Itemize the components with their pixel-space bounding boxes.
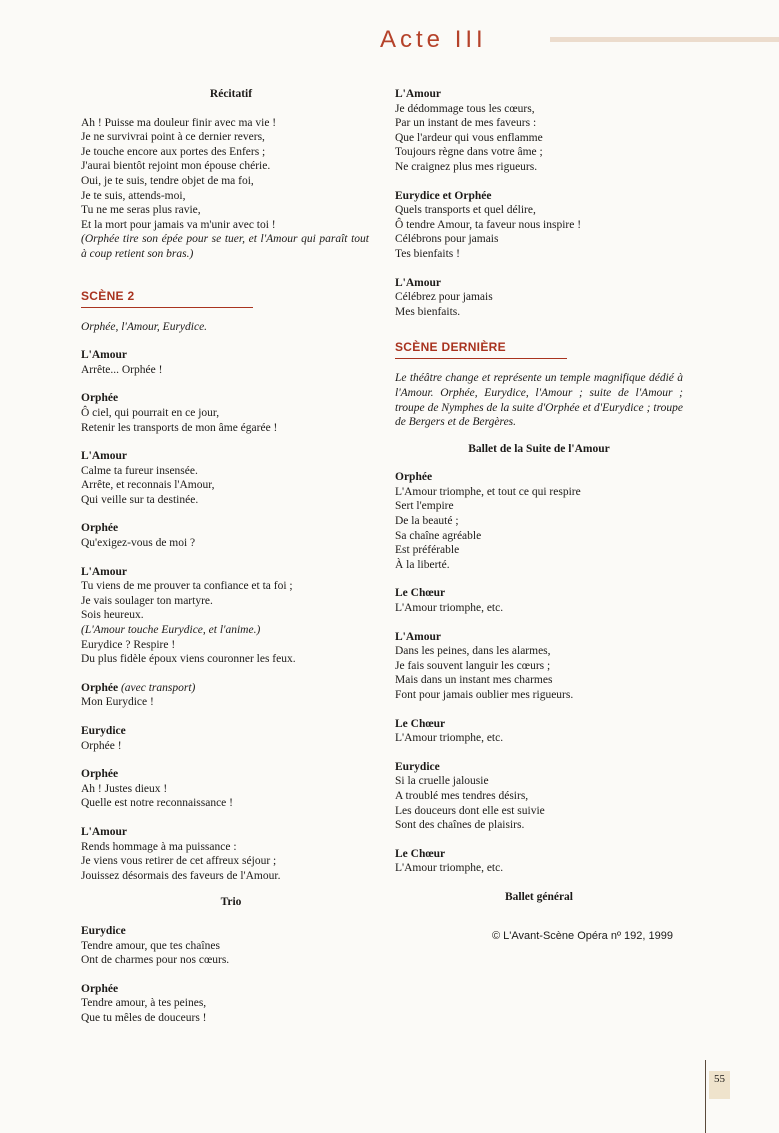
verse-line: Et la mort pour jamais va m'unir avec toi ! bbox=[81, 218, 276, 231]
dialogue-block bbox=[81, 565, 381, 667]
verse-line: Les douceurs dont elle est suivie bbox=[395, 804, 545, 817]
dialogue-block bbox=[395, 717, 695, 746]
scene-2-cast: Orphée, l'Amour, Eurydice. bbox=[81, 320, 208, 333]
verse-line: Font pour jamais oublier mes rigueurs. bbox=[395, 689, 574, 701]
verse-line: Retenir les transports de mon âme égarée ! bbox=[81, 421, 278, 434]
act-title: Acte III bbox=[380, 26, 487, 53]
verse-line: Tendre amour, que tes chaînes bbox=[81, 939, 220, 952]
scene-last-rule bbox=[395, 358, 567, 359]
speaker-name: Orphée bbox=[81, 768, 119, 781]
speaker-name: Orphée bbox=[395, 471, 433, 484]
verse-line: Quels transports et quel délire, bbox=[395, 204, 536, 217]
verse-line: Ah ! Puisse ma douleur finir avec ma vie ! bbox=[81, 116, 277, 129]
speaker-name: Orphée bbox=[81, 982, 119, 995]
verse-line: Ah ! Justes dieux ! bbox=[81, 782, 168, 795]
verse-line: Calme ta fureur insensée. bbox=[81, 464, 198, 477]
verse-line: Qui veille sur ta destinée. bbox=[81, 493, 199, 506]
speaker-name: Orphée bbox=[81, 392, 119, 405]
ballet-general-heading: Ballet général bbox=[504, 890, 574, 903]
verse-line: Tu viens de me prouver ta confiance et ta foi ; bbox=[81, 580, 293, 593]
verse-line: Qu'exigez-vous de moi ? bbox=[81, 537, 196, 550]
verse-line: Mes bienfaits. bbox=[395, 305, 461, 318]
verse-line: Je viens vous retirer de cet affreux séjour ; bbox=[81, 855, 277, 868]
scene-2-rule bbox=[81, 307, 253, 308]
ballet-suite-heading: Ballet de la Suite de l'Amour bbox=[468, 442, 610, 455]
page-number: 55 bbox=[709, 1071, 730, 1099]
verse-line: Je ne survivrai point à ce dernier revers, bbox=[81, 131, 265, 144]
verse-line: L'Amour triomphe, etc. bbox=[395, 602, 504, 615]
verse-line: Je te suis, attends-moi, bbox=[81, 189, 186, 202]
dialogue-block bbox=[395, 586, 695, 615]
verse-line: À la liberté. bbox=[395, 558, 450, 571]
verse-line: Tes bienfaits ! bbox=[395, 247, 460, 260]
verse-line: Orphée ! bbox=[81, 739, 122, 752]
verse-line: Jouissez désormais des faveurs de l'Amour. bbox=[81, 869, 281, 882]
speaker-name: Orphée bbox=[81, 522, 119, 535]
verse-line: De la beauté ; bbox=[395, 515, 459, 528]
speaker-name: L'Amour bbox=[81, 349, 127, 362]
verse-line: L'Amour triomphe, etc. bbox=[395, 862, 504, 875]
scene-last-heading bbox=[395, 339, 695, 359]
dialogue-block bbox=[81, 521, 381, 550]
verse-line: Mon Eurydice ! bbox=[81, 696, 154, 709]
speaker-name: L'Amour bbox=[395, 276, 441, 289]
verse-line: Je fais souvent languir les cœurs ; bbox=[395, 659, 551, 672]
speaker-name: L'Amour bbox=[81, 450, 127, 463]
verse-line: Je vais soulager ton martyre. bbox=[81, 594, 213, 607]
dialogue-block bbox=[81, 348, 381, 377]
verse-line: Du plus fidèle époux viens couronner les feux. bbox=[81, 653, 296, 666]
speaker-name: L'Amour bbox=[81, 565, 127, 578]
left-column bbox=[81, 87, 381, 1026]
speaker-name: L'Amour bbox=[81, 825, 127, 838]
verse-line: Célébrons pour jamais bbox=[395, 233, 499, 246]
verse-line: Toujours règne dans votre âme ; bbox=[395, 146, 543, 159]
dialogue-block bbox=[81, 391, 381, 435]
speaker-name: Orphée bbox=[81, 681, 119, 694]
dialogue-block bbox=[81, 924, 381, 968]
dialogue-block bbox=[395, 470, 695, 572]
verse-line: L'Amour triomphe, etc. bbox=[395, 732, 504, 745]
header-rule bbox=[550, 37, 779, 42]
verse-line: Que l'ardeur qui vous enflamme bbox=[395, 131, 543, 144]
verse-line: Ô ciel, qui pourrait en ce jour, bbox=[81, 406, 220, 419]
scene-2-title: SCÈNE 2 bbox=[81, 288, 135, 303]
verse-line: Quelle est notre reconnaissance ! bbox=[81, 797, 233, 810]
verse-line: J'aurai bientôt rejoint mon épouse chérie. bbox=[81, 160, 271, 173]
verse-line: Si la cruelle jalousie bbox=[395, 775, 489, 788]
verse-line: Arrête... Orphée ! bbox=[81, 363, 163, 376]
stage-direction: (L'Amour touche Eurydice, et l'anime.) bbox=[81, 624, 261, 637]
scene-2-heading bbox=[81, 288, 381, 308]
verse-line: Eurydice ? Respire ! bbox=[81, 638, 176, 651]
page-edge-line bbox=[705, 1060, 706, 1133]
right-column bbox=[395, 87, 695, 943]
verse-line: Sert l'empire bbox=[395, 500, 454, 513]
verse-line: Mais dans un instant mes charmes bbox=[395, 674, 553, 687]
verse-line: Ne craignez plus mes rigueurs. bbox=[395, 160, 538, 173]
verse-line: Que tu mêles de douceurs ! bbox=[81, 1011, 207, 1024]
verse-line: Ont de charmes pour nos cœurs. bbox=[81, 954, 230, 967]
recitatif-block bbox=[81, 116, 381, 262]
dialogue-block bbox=[395, 847, 695, 876]
verse-line: Ô tendre Amour, ta faveur nous inspire ! bbox=[395, 218, 582, 231]
verse-line: Rends hommage à ma puissance : bbox=[81, 840, 237, 853]
speaker-name: Eurydice bbox=[395, 760, 440, 773]
dialogue-block bbox=[81, 982, 381, 1026]
speaker-line bbox=[81, 681, 381, 696]
scene-last-description: Le théâtre change et représente un temple magnifique dédié à l'Amour. Orphée, Eurydice, l'Amour ; suite de l'Amour ; troupe de Nymphes de la suite d'Orphée et d'Eurydice ; troupe de Bergers et de Bergères. bbox=[395, 372, 683, 429]
speaker-name: Le Chœur bbox=[395, 587, 446, 600]
copyright-credit: © L'Avant-Scène Opéra nº 192, 1999 bbox=[492, 929, 673, 942]
dialogue-block bbox=[81, 449, 381, 507]
speaker-name: Eurydice bbox=[81, 924, 126, 937]
scene-last-title: SCÈNE DERNIÈRE bbox=[395, 340, 506, 355]
speaker-name: L'Amour bbox=[395, 88, 441, 100]
verse-line: Célébrez pour jamais bbox=[395, 291, 493, 304]
verse-line: A troublé mes tendres désirs, bbox=[395, 789, 529, 802]
verse-line: Tu ne me seras plus ravie, bbox=[81, 204, 201, 217]
verse-line: Arrête, et reconnais l'Amour, bbox=[81, 479, 215, 492]
dialogue-block bbox=[81, 681, 381, 710]
dialogue-block bbox=[81, 767, 381, 811]
verse-line: Sois heureux. bbox=[81, 609, 144, 622]
verse-line: Oui, je te suis, tendre objet de ma foi, bbox=[81, 174, 254, 187]
speaker-name: L'Amour bbox=[395, 630, 441, 643]
dialogue-block bbox=[395, 87, 695, 175]
stage-direction: (Orphée tire son épée pour se tuer, et l'Amour qui paraît tout à coup retient son bras.) bbox=[81, 233, 369, 260]
dialogue-block bbox=[81, 825, 381, 883]
dialogue-block bbox=[395, 630, 695, 703]
verse-line: Je dédommage tous les cœurs, bbox=[395, 102, 535, 115]
verse-line: Par un instant de mes faveurs : bbox=[395, 117, 537, 130]
dialogue-block bbox=[395, 189, 695, 262]
speaker-name: Le Chœur bbox=[395, 717, 446, 730]
verse-line: Sont des chaînes de plaisirs. bbox=[395, 819, 525, 832]
recitatif-heading: Récitatif bbox=[209, 88, 253, 100]
verse-line: L'Amour triomphe, et tout ce qui respire bbox=[395, 485, 581, 498]
dialogue-block bbox=[395, 760, 695, 833]
speaker-name: Eurydice bbox=[81, 725, 126, 737]
dialogue-block bbox=[81, 724, 381, 753]
speaker-name: Eurydice et Orphée bbox=[395, 189, 492, 202]
stage-direction: (avec transport) bbox=[120, 681, 196, 694]
verse-line: Je touche encore aux portes des Enfers ; bbox=[81, 145, 266, 158]
verse-line: Dans les peines, dans les alarmes, bbox=[395, 645, 551, 658]
verse-line: Est préférable bbox=[395, 544, 460, 557]
dialogue-block bbox=[395, 276, 695, 320]
speaker-name: Le Chœur bbox=[395, 847, 446, 860]
verse-line: Sa chaîne agréable bbox=[395, 529, 482, 542]
trio-heading: Trio bbox=[220, 896, 242, 909]
verse-line: Tendre amour, à tes peines, bbox=[81, 997, 207, 1010]
